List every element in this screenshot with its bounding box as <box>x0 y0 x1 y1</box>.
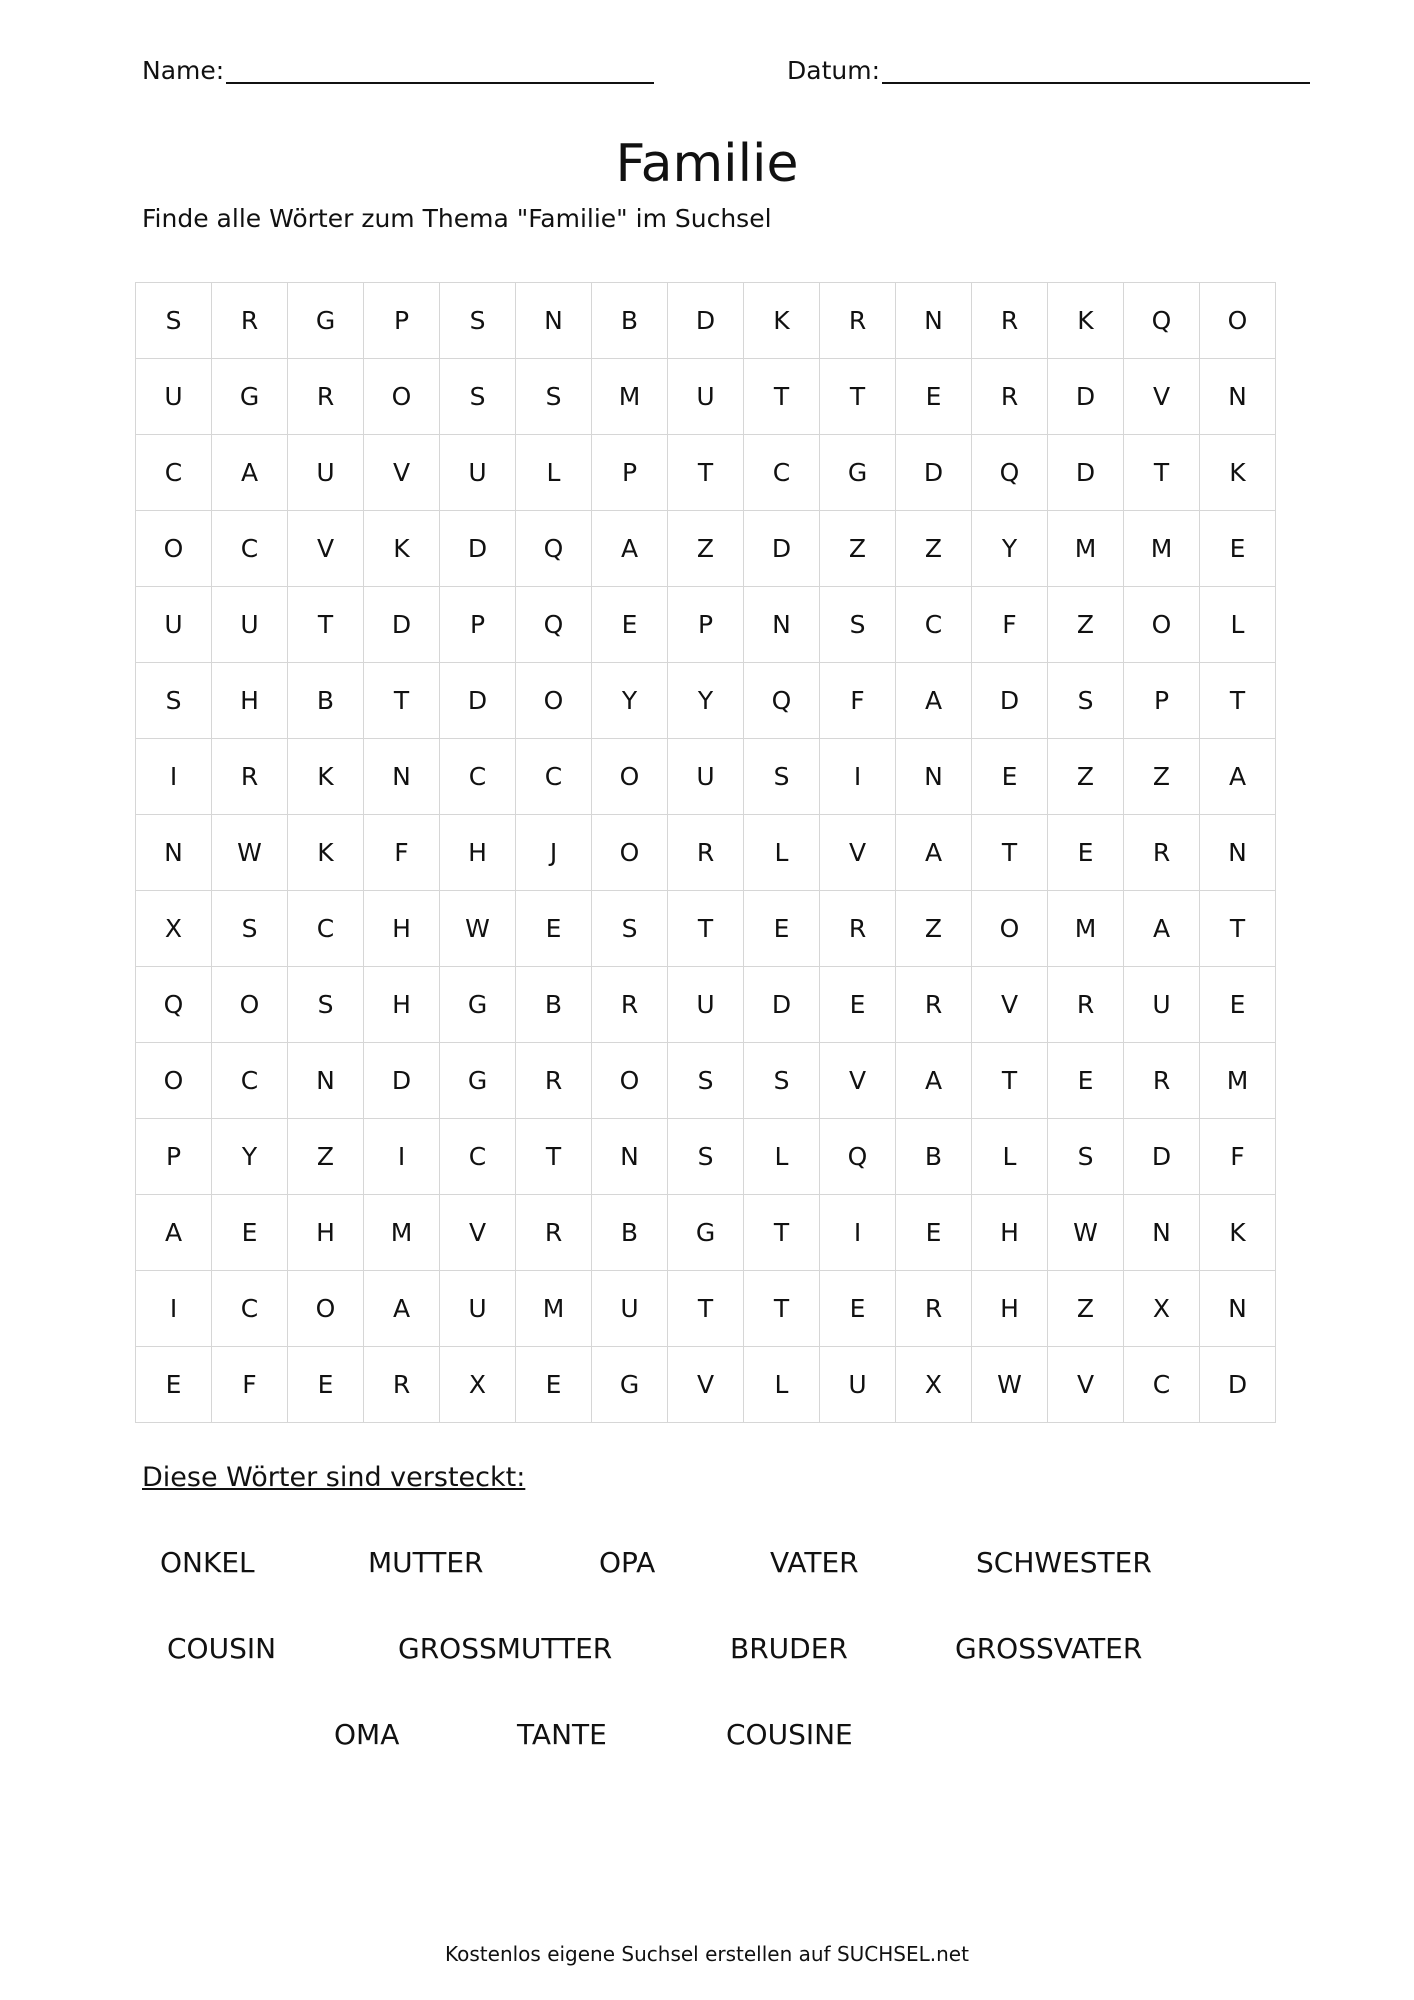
grid-cell[interactable]: O <box>1124 587 1200 663</box>
grid-cell[interactable]: T <box>1124 435 1200 511</box>
grid-cell[interactable]: R <box>896 1271 972 1347</box>
grid-cell[interactable]: C <box>288 891 364 967</box>
grid-row <box>136 283 1276 359</box>
grid-row <box>136 359 1276 435</box>
grid-cell[interactable]: J <box>516 815 592 891</box>
grid-cell[interactable]: A <box>1124 891 1200 967</box>
grid-cell[interactable]: H <box>440 815 516 891</box>
grid-cell[interactable]: C <box>136 435 212 511</box>
grid-cell[interactable]: R <box>364 1347 440 1423</box>
grid-cell[interactable]: Q <box>1124 283 1200 359</box>
grid-cell[interactable]: W <box>212 815 288 891</box>
grid-cell[interactable]: Q <box>744 663 820 739</box>
grid-cell[interactable]: U <box>592 1271 668 1347</box>
word-item: COUSIN <box>167 1632 277 1665</box>
grid-cell[interactable]: S <box>744 739 820 815</box>
grid-cell[interactable]: K <box>1200 435 1276 511</box>
grid-cell[interactable]: H <box>972 1271 1048 1347</box>
grid-cell[interactable]: K <box>288 815 364 891</box>
grid-cell[interactable]: Y <box>212 1119 288 1195</box>
grid-cell[interactable]: Q <box>516 587 592 663</box>
grid-cell[interactable]: O <box>592 739 668 815</box>
grid-cell[interactable]: T <box>668 435 744 511</box>
grid-cell[interactable]: S <box>820 587 896 663</box>
grid-cell[interactable]: C <box>440 1119 516 1195</box>
grid-row <box>136 891 1276 967</box>
grid-cell[interactable]: O <box>136 511 212 587</box>
name-label: Name: <box>142 56 225 85</box>
grid-cell[interactable]: R <box>592 967 668 1043</box>
grid-cell[interactable]: L <box>744 1119 820 1195</box>
grid-cell[interactable]: N <box>364 739 440 815</box>
word-item: BRUDER <box>730 1632 848 1665</box>
grid-cell[interactable]: V <box>1048 1347 1124 1423</box>
grid-cell[interactable]: D <box>440 511 516 587</box>
grid-row <box>136 815 1276 891</box>
grid-cell[interactable]: L <box>1200 587 1276 663</box>
grid-row <box>136 511 1276 587</box>
grid-cell[interactable]: G <box>592 1347 668 1423</box>
grid-cell[interactable]: B <box>592 1195 668 1271</box>
grid-cell[interactable]: V <box>288 511 364 587</box>
grid-cell[interactable]: R <box>820 891 896 967</box>
grid-cell[interactable]: A <box>1200 739 1276 815</box>
grid-cell[interactable]: R <box>212 283 288 359</box>
grid-cell[interactable]: U <box>668 359 744 435</box>
grid-cell[interactable]: Q <box>136 967 212 1043</box>
grid-cell[interactable]: N <box>1200 1271 1276 1347</box>
grid-cell[interactable]: G <box>440 1043 516 1119</box>
word-item: GROSSVATER <box>955 1632 1143 1665</box>
grid-cell[interactable]: R <box>516 1195 592 1271</box>
grid-cell[interactable]: P <box>136 1119 212 1195</box>
grid-cell[interactable]: G <box>212 359 288 435</box>
grid-cell[interactable]: Y <box>668 663 744 739</box>
grid-cell[interactable]: C <box>1124 1347 1200 1423</box>
grid-cell[interactable]: T <box>744 359 820 435</box>
grid-cell[interactable]: U <box>668 739 744 815</box>
grid-cell[interactable]: S <box>212 891 288 967</box>
grid-cell[interactable]: I <box>136 1271 212 1347</box>
grid-cell[interactable]: D <box>1200 1347 1276 1423</box>
grid-cell[interactable]: R <box>896 967 972 1043</box>
grid-cell[interactable]: S <box>136 663 212 739</box>
grid-cell[interactable]: O <box>288 1271 364 1347</box>
grid-cell[interactable]: K <box>364 511 440 587</box>
grid-cell[interactable]: C <box>744 435 820 511</box>
grid-cell[interactable]: Y <box>592 663 668 739</box>
grid-cell[interactable]: V <box>668 1347 744 1423</box>
grid-cell[interactable]: D <box>364 587 440 663</box>
grid-cell[interactable]: H <box>212 663 288 739</box>
grid-cell[interactable]: V <box>820 1043 896 1119</box>
grid-cell[interactable]: A <box>136 1195 212 1271</box>
grid-cell[interactable]: N <box>1200 815 1276 891</box>
grid-cell[interactable]: T <box>516 1119 592 1195</box>
grid-cell[interactable]: N <box>1200 359 1276 435</box>
grid-cell[interactable]: F <box>820 663 896 739</box>
date-field-line[interactable] <box>882 82 1310 84</box>
page-title: Familie <box>615 134 799 194</box>
grid-cell[interactable]: E <box>136 1347 212 1423</box>
grid-cell[interactable]: S <box>1048 663 1124 739</box>
grid-cell[interactable]: X <box>136 891 212 967</box>
instruction-text: Finde alle Wörter zum Thema "Familie" im Suchsel <box>142 204 772 233</box>
grid-cell[interactable]: D <box>364 1043 440 1119</box>
grid-cell[interactable]: L <box>744 1347 820 1423</box>
grid-cell[interactable]: N <box>896 283 972 359</box>
grid-cell[interactable]: Z <box>1048 739 1124 815</box>
grid-cell[interactable]: U <box>440 435 516 511</box>
grid-cell[interactable]: Z <box>820 511 896 587</box>
grid-cell[interactable]: W <box>1048 1195 1124 1271</box>
grid-cell[interactable]: G <box>288 283 364 359</box>
grid-cell[interactable]: E <box>516 891 592 967</box>
grid-cell[interactable]: O <box>972 891 1048 967</box>
grid-cell[interactable]: W <box>972 1347 1048 1423</box>
grid-cell[interactable]: D <box>744 511 820 587</box>
grid-cell[interactable]: G <box>440 967 516 1043</box>
grid-cell[interactable]: O <box>212 967 288 1043</box>
date-label: Datum: <box>787 56 880 85</box>
grid-cell[interactable]: R <box>1124 1043 1200 1119</box>
grid-cell[interactable]: F <box>1200 1119 1276 1195</box>
grid-cell[interactable]: B <box>592 283 668 359</box>
grid-cell[interactable]: S <box>440 283 516 359</box>
grid-cell[interactable]: E <box>288 1347 364 1423</box>
grid-cell[interactable]: E <box>212 1195 288 1271</box>
grid-row <box>136 967 1276 1043</box>
grid-cell[interactable]: S <box>668 1043 744 1119</box>
grid-cell[interactable]: E <box>896 1195 972 1271</box>
grid-cell[interactable]: P <box>668 587 744 663</box>
grid-cell[interactable]: M <box>1124 511 1200 587</box>
grid-cell[interactable]: N <box>896 739 972 815</box>
grid-cell[interactable]: O <box>364 359 440 435</box>
grid-cell[interactable]: E <box>1048 815 1124 891</box>
grid-cell[interactable]: B <box>288 663 364 739</box>
grid-row <box>136 663 1276 739</box>
grid-cell[interactable]: T <box>668 891 744 967</box>
name-field-line[interactable] <box>226 82 654 84</box>
grid-cell[interactable]: K <box>744 283 820 359</box>
grid-cell[interactable]: X <box>896 1347 972 1423</box>
grid-row <box>136 435 1276 511</box>
grid-cell[interactable]: O <box>516 663 592 739</box>
grid-cell[interactable]: T <box>1200 663 1276 739</box>
grid-cell[interactable]: G <box>668 1195 744 1271</box>
grid-cell[interactable]: O <box>1200 283 1276 359</box>
grid-cell[interactable]: S <box>136 283 212 359</box>
grid-cell[interactable]: T <box>972 815 1048 891</box>
grid-cell[interactable]: E <box>516 1347 592 1423</box>
grid-cell[interactable]: D <box>744 967 820 1043</box>
grid-cell[interactable]: E <box>896 359 972 435</box>
grid-cell[interactable]: S <box>288 967 364 1043</box>
grid-row <box>136 1271 1276 1347</box>
grid-cell[interactable]: T <box>744 1195 820 1271</box>
grid-cell[interactable]: R <box>516 1043 592 1119</box>
grid-cell[interactable]: R <box>972 283 1048 359</box>
grid-cell[interactable]: U <box>1124 967 1200 1043</box>
grid-cell[interactable]: E <box>1048 1043 1124 1119</box>
grid-cell[interactable]: D <box>972 663 1048 739</box>
grid-cell[interactable]: P <box>364 283 440 359</box>
grid-cell[interactable]: D <box>440 663 516 739</box>
grid-cell[interactable]: Z <box>896 511 972 587</box>
grid-cell[interactable]: D <box>1048 435 1124 511</box>
grid-cell[interactable]: V <box>1124 359 1200 435</box>
grid-cell[interactable]: N <box>516 283 592 359</box>
footer-text: Kostenlos eigene Suchsel erstellen auf SUCHSEL.net <box>445 1942 969 1966</box>
grid-cell[interactable]: V <box>440 1195 516 1271</box>
grid-cell[interactable]: H <box>364 967 440 1043</box>
grid-cell[interactable]: I <box>136 739 212 815</box>
grid-cell[interactable]: R <box>820 283 896 359</box>
grid-cell[interactable]: E <box>592 587 668 663</box>
grid-cell[interactable]: E <box>972 739 1048 815</box>
grid-cell[interactable]: M <box>1048 891 1124 967</box>
grid-cell[interactable]: S <box>516 359 592 435</box>
grid-cell[interactable]: Q <box>516 511 592 587</box>
grid-cell[interactable]: K <box>288 739 364 815</box>
grid-cell[interactable]: Z <box>1124 739 1200 815</box>
word-search-grid <box>135 282 1276 1423</box>
grid-cell[interactable]: Z <box>1048 1271 1124 1347</box>
grid-cell[interactable]: B <box>516 967 592 1043</box>
grid-cell[interactable]: T <box>668 1271 744 1347</box>
grid-cell[interactable]: Q <box>820 1119 896 1195</box>
grid-cell[interactable]: N <box>288 1043 364 1119</box>
grid-cell[interactable]: V <box>972 967 1048 1043</box>
grid-cell[interactable]: S <box>440 359 516 435</box>
grid-cell[interactable]: R <box>288 359 364 435</box>
grid-cell[interactable]: D <box>1124 1119 1200 1195</box>
grid-cell[interactable]: X <box>1124 1271 1200 1347</box>
grid-cell[interactable]: S <box>744 1043 820 1119</box>
grid-cell[interactable]: F <box>212 1347 288 1423</box>
word-item: SCHWESTER <box>976 1546 1152 1579</box>
grid-cell[interactable]: S <box>592 891 668 967</box>
grid-cell[interactable]: Z <box>288 1119 364 1195</box>
grid-cell[interactable]: U <box>440 1271 516 1347</box>
grid-cell[interactable]: L <box>972 1119 1048 1195</box>
grid-row <box>136 587 1276 663</box>
grid-cell[interactable]: N <box>136 815 212 891</box>
grid-cell[interactable]: A <box>896 663 972 739</box>
grid-cell[interactable]: N <box>592 1119 668 1195</box>
grid-cell[interactable]: U <box>820 1347 896 1423</box>
grid-cell[interactable]: T <box>820 359 896 435</box>
grid-cell[interactable]: V <box>364 435 440 511</box>
word-item: OMA <box>334 1718 400 1751</box>
grid-cell[interactable]: E <box>744 891 820 967</box>
grid-cell[interactable]: X <box>440 1347 516 1423</box>
grid-cell[interactable]: T <box>972 1043 1048 1119</box>
grid-cell[interactable]: L <box>516 435 592 511</box>
grid-cell[interactable]: Q <box>972 435 1048 511</box>
grid-cell[interactable]: F <box>972 587 1048 663</box>
grid-cell[interactable]: M <box>516 1271 592 1347</box>
grid-cell[interactable]: D <box>668 283 744 359</box>
grid-cell[interactable]: E <box>820 1271 896 1347</box>
grid-cell[interactable]: U <box>136 587 212 663</box>
grid-row <box>136 1195 1276 1271</box>
grid-cell[interactable]: O <box>592 1043 668 1119</box>
grid-cell[interactable]: F <box>364 815 440 891</box>
grid-cell[interactable]: I <box>364 1119 440 1195</box>
grid-cell[interactable]: S <box>668 1119 744 1195</box>
grid-cell[interactable]: M <box>1048 511 1124 587</box>
grid-row <box>136 1119 1276 1195</box>
grid-cell[interactable]: O <box>136 1043 212 1119</box>
grid-cell[interactable]: M <box>1200 1043 1276 1119</box>
grid-cell[interactable]: M <box>592 359 668 435</box>
grid-cell[interactable]: R <box>972 359 1048 435</box>
grid-cell[interactable]: P <box>1124 663 1200 739</box>
grid-cell[interactable]: Z <box>1048 587 1124 663</box>
grid-cell[interactable]: M <box>364 1195 440 1271</box>
grid-cell[interactable]: I <box>820 1195 896 1271</box>
grid-cell[interactable]: T <box>364 663 440 739</box>
grid-row <box>136 1347 1276 1423</box>
grid-cell[interactable]: U <box>212 587 288 663</box>
word-item: ONKEL <box>160 1546 255 1579</box>
word-item: OPA <box>599 1546 656 1579</box>
grid-cell[interactable]: R <box>212 739 288 815</box>
grid-cell[interactable]: H <box>288 1195 364 1271</box>
grid-cell[interactable]: T <box>744 1271 820 1347</box>
grid-cell[interactable]: A <box>896 815 972 891</box>
word-item: TANTE <box>517 1718 607 1751</box>
grid-cell[interactable]: Z <box>668 511 744 587</box>
grid-cell[interactable]: I <box>820 739 896 815</box>
word-item: MUTTER <box>368 1546 484 1579</box>
grid-cell[interactable]: C <box>896 587 972 663</box>
grid-row <box>136 1043 1276 1119</box>
grid-cell[interactable]: R <box>1124 815 1200 891</box>
word-item: VATER <box>770 1546 859 1579</box>
grid-cell[interactable]: E <box>1200 967 1276 1043</box>
grid-cell[interactable]: Y <box>972 511 1048 587</box>
grid-cell[interactable]: A <box>592 511 668 587</box>
word-item: COUSINE <box>726 1718 853 1751</box>
grid-cell[interactable]: T <box>288 587 364 663</box>
grid-cell[interactable]: K <box>1200 1195 1276 1271</box>
grid-cell[interactable]: V <box>820 815 896 891</box>
word-item: GROSSMUTTER <box>398 1632 613 1665</box>
grid-cell[interactable]: N <box>744 587 820 663</box>
grid-cell[interactable]: P <box>592 435 668 511</box>
grid-cell[interactable]: A <box>896 1043 972 1119</box>
grid-cell[interactable]: H <box>364 891 440 967</box>
grid-cell[interactable]: B <box>896 1119 972 1195</box>
grid-cell[interactable]: O <box>592 815 668 891</box>
grid-cell[interactable]: C <box>516 739 592 815</box>
grid-cell[interactable]: G <box>820 435 896 511</box>
grid-cell[interactable]: C <box>440 739 516 815</box>
grid-cell[interactable]: D <box>896 435 972 511</box>
grid-cell[interactable]: R <box>1048 967 1124 1043</box>
grid-cell[interactable]: N <box>1124 1195 1200 1271</box>
grid-cell[interactable]: C <box>212 1043 288 1119</box>
grid-cell[interactable]: A <box>364 1271 440 1347</box>
grid-cell[interactable]: C <box>212 511 288 587</box>
grid-cell[interactable]: P <box>440 587 516 663</box>
grid-cell[interactable]: R <box>668 815 744 891</box>
grid-cell[interactable]: Z <box>896 891 972 967</box>
grid-cell[interactable]: U <box>288 435 364 511</box>
grid-cell[interactable]: W <box>440 891 516 967</box>
grid-cell[interactable]: A <box>212 435 288 511</box>
grid-cell[interactable]: E <box>1200 511 1276 587</box>
grid-cell[interactable]: S <box>1048 1119 1124 1195</box>
grid-cell[interactable]: U <box>668 967 744 1043</box>
grid-cell[interactable]: D <box>1048 359 1124 435</box>
grid-cell[interactable]: T <box>1200 891 1276 967</box>
grid-cell[interactable]: C <box>212 1271 288 1347</box>
word-list-heading: Diese Wörter sind versteckt: <box>142 1462 526 1493</box>
grid-cell[interactable]: U <box>136 359 212 435</box>
grid-row <box>136 739 1276 815</box>
grid-cell[interactable]: E <box>820 967 896 1043</box>
grid-cell[interactable]: K <box>1048 283 1124 359</box>
grid-cell[interactable]: H <box>972 1195 1048 1271</box>
grid-cell[interactable]: L <box>744 815 820 891</box>
